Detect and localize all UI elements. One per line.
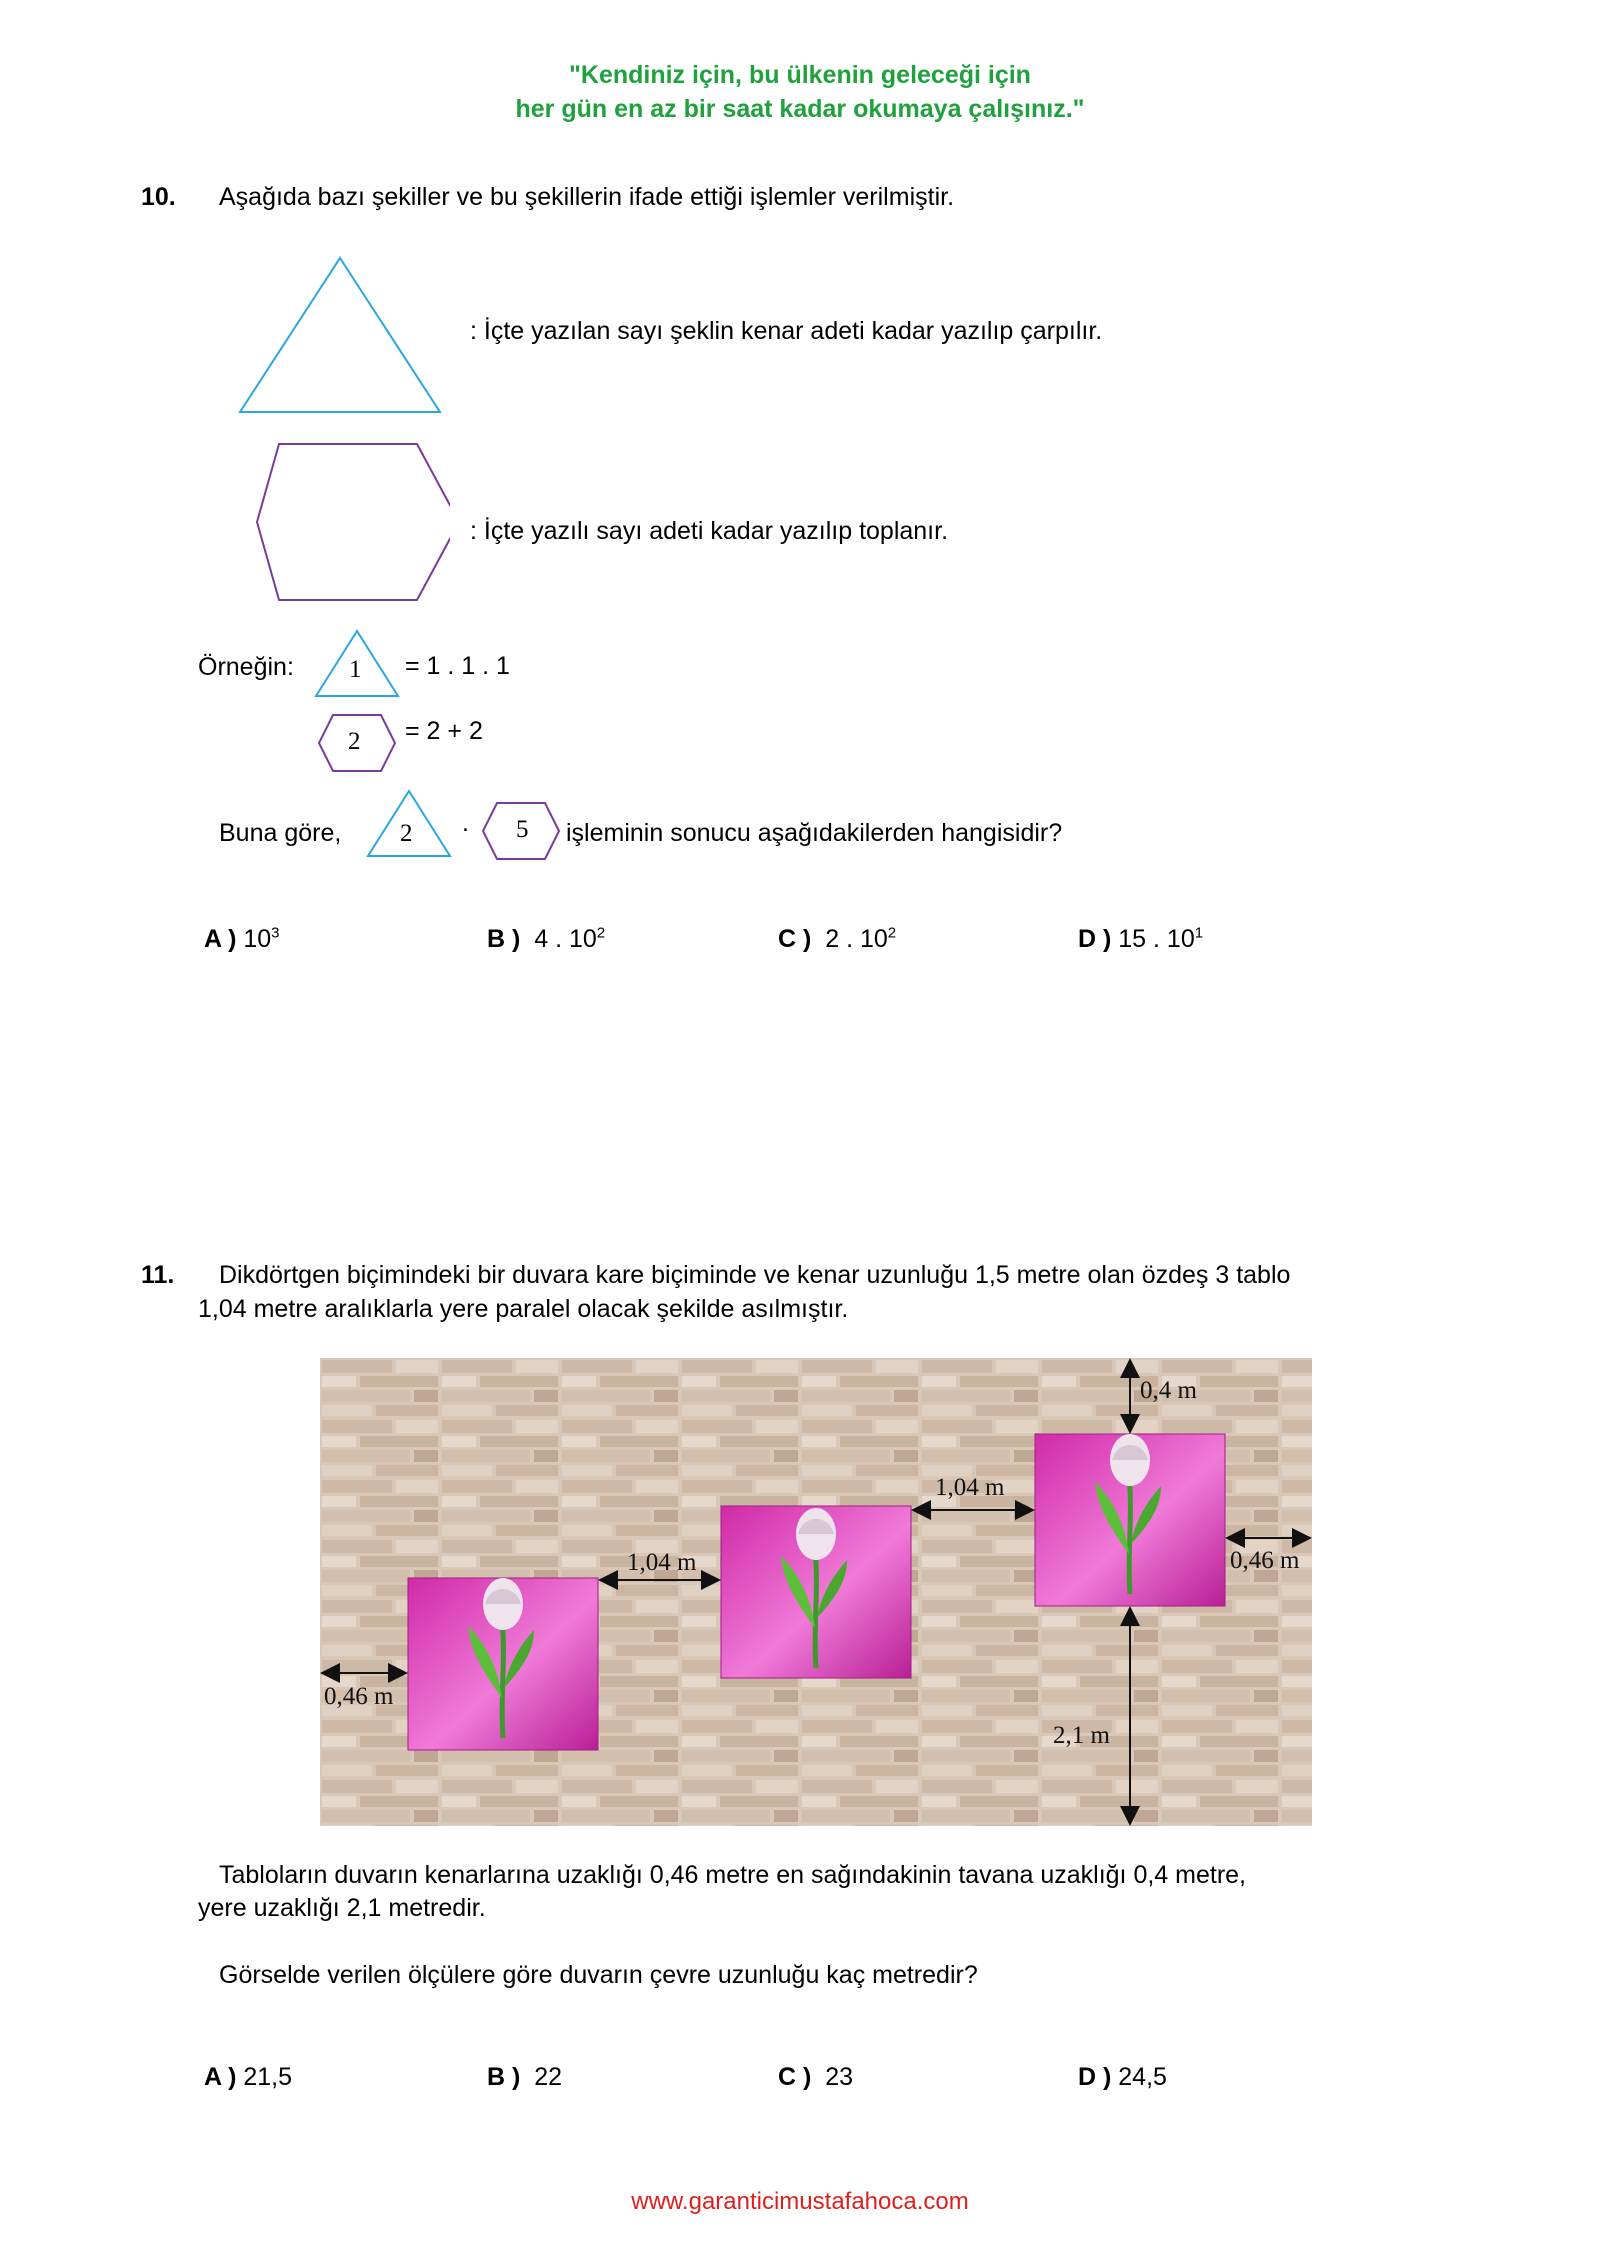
wall-figure [320, 1358, 1312, 1826]
multiply-dot: . [462, 809, 469, 837]
triangle-rule: : İçte yazılan sayı şeklin kenar adeti kadar yazılıp çarpılır. [470, 317, 1103, 345]
question-10-number: 10. [141, 183, 176, 211]
q11-option-c[interactable]: C ) 23 [778, 2063, 854, 2091]
hexagon-shape [257, 444, 450, 600]
motto-line-2: her gün en az bir saat kadar okumaya çalışınız." [515, 95, 1085, 123]
label-gap-right: 1,04 m [935, 1474, 1005, 1501]
motto-line-1: "Kendiniz için, bu ülkenin geleceği için [569, 61, 1031, 89]
q11-option-b[interactable]: B ) 22 [487, 2063, 563, 2091]
question-prefix: Buna göre, [219, 819, 342, 847]
label-left-margin: 0,46 m [324, 1683, 394, 1710]
q10-option-c[interactable]: C ) 2 . $10^2$ [778, 924, 897, 953]
info-line-2: yere uzaklığı 2,1 metredir. [198, 1894, 486, 1922]
q11-option-a[interactable]: A ) 21,5 [204, 2063, 293, 2091]
example-hexagon-number: 2 [348, 728, 361, 755]
info-line-1: Tabloların duvarın kenarlarına uzaklığı 0,46 metre en sağındakinin tavana uzaklığı 0,4 metre, [219, 1861, 1246, 1889]
question-triangle-number: 2 [400, 820, 413, 847]
example-hexagon-result: = 2 + 2 [405, 717, 483, 745]
question-11-text-line-1: Dikdörtgen biçimindeki bir duvara kare biçiminde ve kenar uzunluğu 1,5 metre olan özdeş 3 tablo [219, 1261, 1291, 1289]
label-bottom: 2,1 m [1053, 1722, 1110, 1749]
label-gap-left: 1,04 m [627, 1549, 697, 1576]
question-10-text: Aşağıda bazı şekiller ve bu şekillerin ifade ettiği işlemler verilmiştir. [219, 183, 955, 211]
label-top: 0,4 m [1140, 1377, 1197, 1404]
question-11-ask: Görselde verilen ölçülere göre duvarın çevre uzunluğu kaç metredir? [219, 1961, 978, 1989]
question-11-number: 11. [141, 1261, 175, 1289]
example-triangle-result: = 1 . 1 . 1 [405, 652, 510, 680]
hexagon-rule: : İçte yazılı sayı adeti kadar yazılıp toplanır. [470, 517, 949, 545]
q10-option-b[interactable]: B ) 4 . $10^2$ [487, 924, 606, 953]
footer-link[interactable]: www.garanticimustafahoca.com [631, 2188, 969, 2215]
question-suffix: işleminin sonucu aşağıdakilerden hangisidir? [566, 819, 1063, 847]
label-right-margin: 0,46 m [1230, 1547, 1300, 1574]
question-11-text-line-2: 1,04 metre aralıklarla yere paralel olacak şekilde asılmıştır. [198, 1295, 849, 1323]
painting-left [408, 1578, 598, 1750]
painting-right [1035, 1434, 1225, 1606]
example-label: Örneğin: [198, 653, 294, 681]
painting-middle [721, 1506, 911, 1678]
triangle-shape [240, 258, 440, 412]
shapes-legend [230, 250, 450, 620]
q10-option-d[interactable]: D ) 15 . $10^1$ [1078, 924, 1204, 953]
q11-option-d[interactable]: D ) 24,5 [1078, 2063, 1167, 2091]
question-hexagon-number: 5 [516, 816, 529, 843]
q10-option-a[interactable]: A ) $10^3$ [204, 924, 280, 953]
example-triangle-number: 1 [349, 656, 362, 683]
